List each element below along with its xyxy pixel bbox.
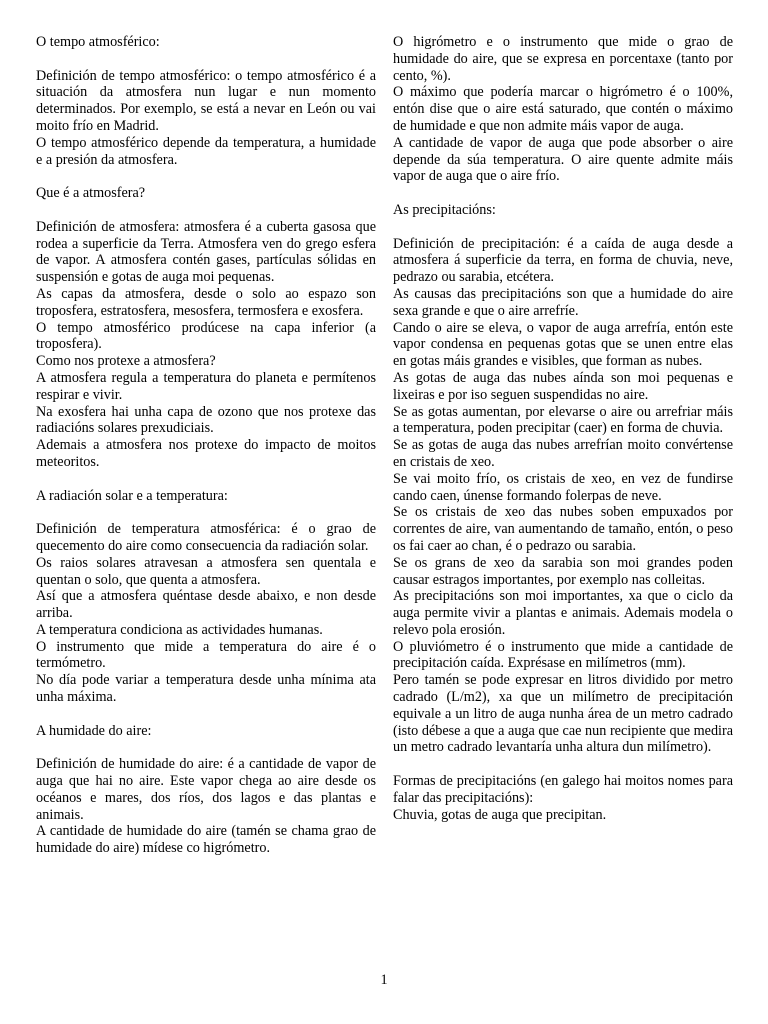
- paragraph: Definición de tempo atmosférico: o tempo atmosférico é a situación da atmosfera nun lugar e nun momento determinados. Por exemplo, se está a nevar en León ou vai moito frío en Madrid.: [36, 67, 376, 134]
- right-column: [393, 34, 733, 823]
- paragraph: A temperatura condiciona as actividades humanas.: [36, 621, 323, 638]
- paragraph: A humidade do aire:: [36, 722, 152, 739]
- page-number: 1: [380, 972, 388, 988]
- paragraph: Definición de humidade do aire: é a cantidade de vapor de auga que hai no aire. Este vapor chega ao aire desde os océanos e mares, dos ríos, dos lagos e das plantas e animais.: [36, 756, 376, 823]
- left-column: [36, 34, 376, 857]
- paragraph: O máximo que podería marcar o higrómetro é o 100%, entón dise que o aire está saturado, que contén o máximo de humidade e que non admite máis vapor de auga.: [393, 84, 733, 134]
- paragraph: Se os grans de xeo da sarabia son moi grandes poden causar estragos importantes, por exemplo nas colleitas.: [393, 554, 733, 588]
- paragraph: O tempo atmosférico prodúcese na capa inferior (a troposfera).: [36, 319, 376, 353]
- paragraph: As precipitacións:: [393, 201, 496, 218]
- paragraph: Os raios solares atravesan a atmosfera sen quentala e quentan o solo, que quenta a atmosfera.: [36, 554, 376, 588]
- paragraph: Cando o aire se eleva, o vapor de auga arrefría, entón este vapor condensa en pequenas gotas que se unen entre elas en gotas máis grandes e visibles, que forman as nubes.: [393, 319, 733, 370]
- paragraph: O tempo atmosférico depende da temperatura, a humidade e a presión da atmosfera.: [36, 134, 376, 168]
- blank-line: [36, 202, 376, 219]
- paragraph: Como nos protexe a atmosfera?: [36, 353, 216, 370]
- blank-line: [36, 471, 376, 488]
- blank-line: [36, 706, 376, 723]
- paragraph: A atmosfera regula a temperatura do planeta e permítenos respirar e vivir.: [36, 369, 376, 403]
- paragraph: As capas da atmosfera, desde o solo ao espazo son troposfera, estratosfera, mesosfera, termosfera e exosfera.: [36, 285, 376, 319]
- paragraph: Formas de precipitacións (en galego hai moitos nomes para falar das precipitacións):: [393, 773, 733, 806]
- paragraph: Que é a atmosfera?: [36, 185, 146, 202]
- paragraph: No día pode variar a temperatura desde unha mínima ata unha máxima.: [36, 672, 376, 706]
- paragraph: Pero tamén se pode expresar en litros dividido por metro cadrado (L/m2), xa que un milímetro de precipitación equivale a un litro de auga nunha área de un metro cadrado (isto débese a que a auga que cae nun recipiente que medira un metro cadrado levantaría unha altura dun milímetro).: [393, 672, 733, 756]
- paragraph: A radiación solar e a temperatura:: [36, 487, 228, 504]
- blank-line: [36, 168, 376, 185]
- blank-line: [36, 504, 376, 521]
- paragraph: As precipitacións son moi importantes, xa que o ciclo da auga permite vivir a plantas e animais. Ademais modela o relevo pola erosión.: [393, 588, 733, 638]
- paragraph: Chuvia, gotas de auga que precipitan.: [393, 806, 607, 823]
- paragraph: Na exosfera hai unha capa de ozono que nos protexe das radiacións solares prexudiciais.: [36, 403, 376, 437]
- paragraph: Definición de atmosfera: atmosfera é a cuberta gasosa que rodea a superficie da Terra. Atmosfera ven do grego esfera de vapor. A atmosfera contén gases, partículas sólidas en suspensión e gotas de auga moi pequenas.: [36, 218, 376, 286]
- paragraph: O pluviómetro é o instrumento que mide a cantidade de precipitación caída. Exprésase en milímetros (mm).: [393, 638, 733, 672]
- paragraph: O tempo atmosférico:: [36, 34, 160, 50]
- blank-line: [393, 219, 733, 236]
- paragraph: Se as gotas aumentan, por elevarse o aire ou arrefriar máis a temperatura, poden precipitar (caer) en forma de chuvia.: [393, 403, 733, 437]
- paragraph: Se vai moito frío, os cristais de xeo, en vez de fundirse cando caen, únense formando folerpas de neve.: [393, 470, 733, 504]
- paragraph: O instrumento que mide a temperatura do aire é o termómetro.: [36, 638, 376, 672]
- paragraph: Se as gotas de auga das nubes arrefrían moito convértense en cristais de xeo.: [393, 437, 733, 470]
- blank-line: [36, 739, 376, 756]
- paragraph: Se os cristais de xeo das nubes soben empuxados por correntes de aire, van aumentando de tamaño, entón, o peso os fai caer ao chan, é o pedrazo ou sarabia.: [393, 504, 733, 554]
- paragraph: O higrómetro e o instrumento que mide o grao de humidade do aire, que se expresa en porcentaxe (tanto por cento, %).: [393, 34, 733, 84]
- blank-line: [393, 756, 733, 773]
- paragraph: Definición de precipitación: é a caída de auga desde a atmosfera á superficie da terra, en forma de chuvia, neve, pedrazo ou sarabia, etcétera.: [393, 235, 733, 286]
- paragraph: As gotas de auga das nubes aínda son moi pequenas e lixeiras e por iso seguen suspendidas no aire.: [393, 369, 733, 403]
- paragraph: Ademais a atmosfera nos protexe do impacto de moitos meteoritos.: [36, 437, 376, 470]
- paragraph: Definición de temperatura atmosférica: é o grao de quecemento do aire como consecuencia da radiación solar.: [36, 521, 376, 554]
- blank-line: [393, 185, 733, 202]
- paragraph: Así que a atmosfera quéntase desde abaixo, e non desde arriba.: [36, 588, 376, 622]
- paragraph: A cantidade de vapor de auga que pode absorber o aire depende da súa temperatura. O aire quente admite máis vapor de auga que o aire frío.: [393, 134, 733, 185]
- paragraph: A cantidade de humidade do aire (tamén se chama grao de humidade do aire) mídese co higrómetro.: [36, 823, 376, 857]
- blank-line: [36, 51, 376, 68]
- paragraph: As causas das precipitacións son que a humidade do aire sexa grande e que o aire arrefríe.: [393, 285, 733, 319]
